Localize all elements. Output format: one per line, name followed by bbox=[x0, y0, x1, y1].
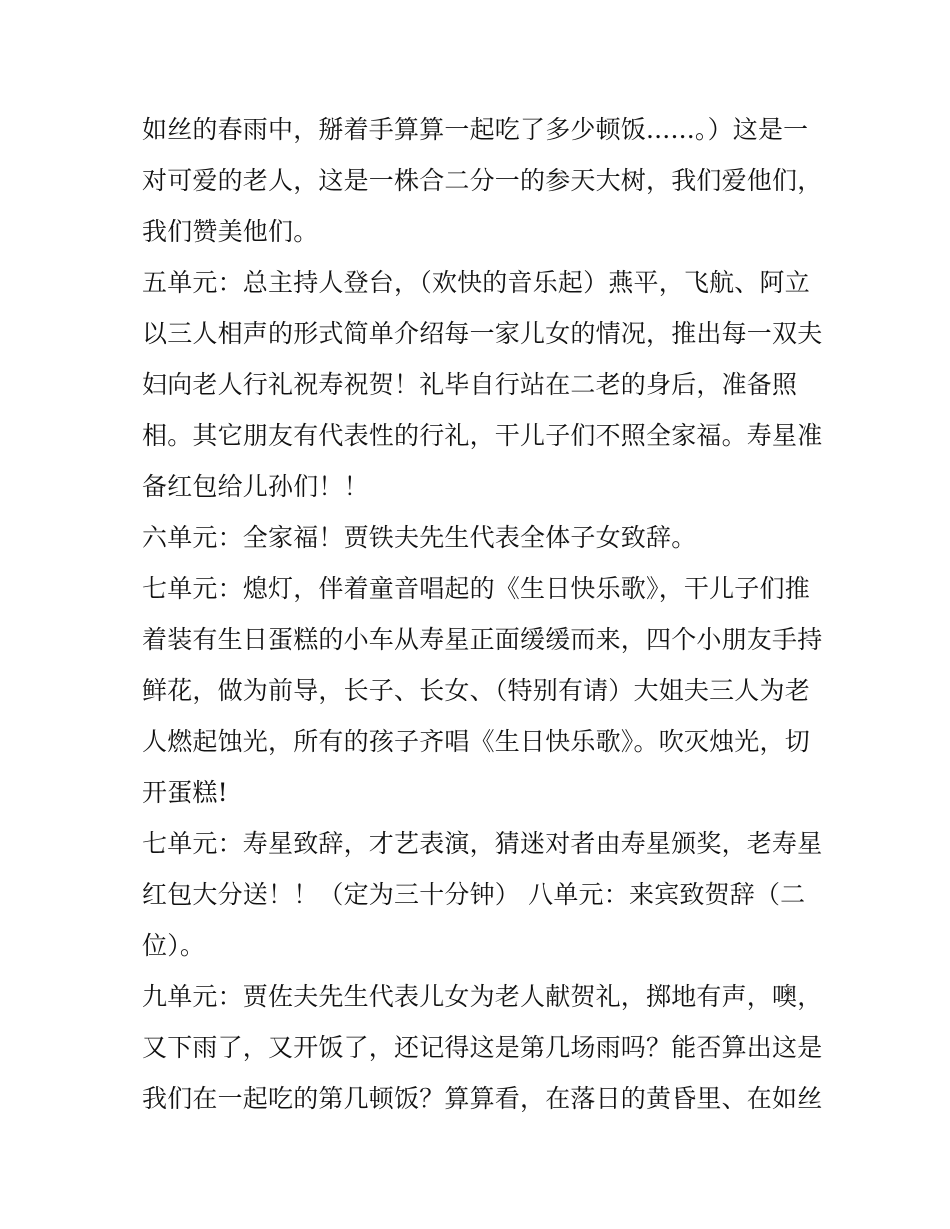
text-line: 对可爱的老人，这是一株合二分一的参天大树，我们爱他们， bbox=[142, 166, 823, 195]
text-line: 我们在一起吃的第几顿饭？算算看，在落日的黄昏里、在如丝 bbox=[142, 1084, 823, 1113]
text-line: 相。其它朋友有代表性的行礼，干儿子们不照全家福。寿星准 bbox=[142, 421, 823, 450]
text-line: 鲜花，做为前导，长子、长女、（特别有请）大姐夫三人为老 bbox=[142, 676, 810, 705]
text-line: 七单元：熄灯，伴着童音唱起的《生日快乐歌》，干儿子们推 bbox=[142, 574, 810, 603]
text-line: 着装有生日蛋糕的小车从寿星正面缓缓而来，四个小朋友手持 bbox=[142, 625, 823, 654]
text-line: 又下雨了，又开饭了，还记得这是第几场雨吗？能否算出这是 bbox=[142, 1033, 823, 1062]
body-text bbox=[142, 104, 823, 1124]
text-line: 如丝的春雨中，掰着手算算一起吃了多少顿饭......。）这是一 bbox=[142, 115, 809, 144]
text-line: 七单元：寿星致辞，才艺表演，猜迷对者由寿星颁奖，老寿星 bbox=[142, 829, 823, 858]
text-line: 红包大分送！！（定为三十分钟） 八单元：来宾致贺辞（二 bbox=[142, 880, 806, 909]
text-line: 我们赞美他们。 bbox=[142, 217, 319, 246]
text-line: 开蛋糕! bbox=[142, 778, 228, 807]
text-line: 六单元：全家福！贾铁夫先生代表全体子女致辞。 bbox=[142, 523, 697, 552]
text-line: 九单元：贾佐夫先生代表儿女为老人献贺礼，掷地有声，噢， bbox=[142, 982, 823, 1011]
text-line: 备红包给儿孙们！！ bbox=[142, 472, 369, 501]
text-line: 人燃起蚀光，所有的孩子齐唱《生日快乐歌》。吹灭烛光，切 bbox=[142, 727, 810, 756]
text-line: 妇向老人行礼祝寿祝贺！礼毕自行站在二老的身后，准备照 bbox=[142, 370, 798, 399]
text-line: 位）。 bbox=[142, 931, 206, 960]
text-line: 五单元：总主持人登台，（欢快的音乐起）燕平，飞航、阿立 bbox=[142, 268, 810, 297]
text-line: 以三人相声的形式简单介绍每一家儿女的情况，推出每一双夫 bbox=[142, 319, 823, 348]
